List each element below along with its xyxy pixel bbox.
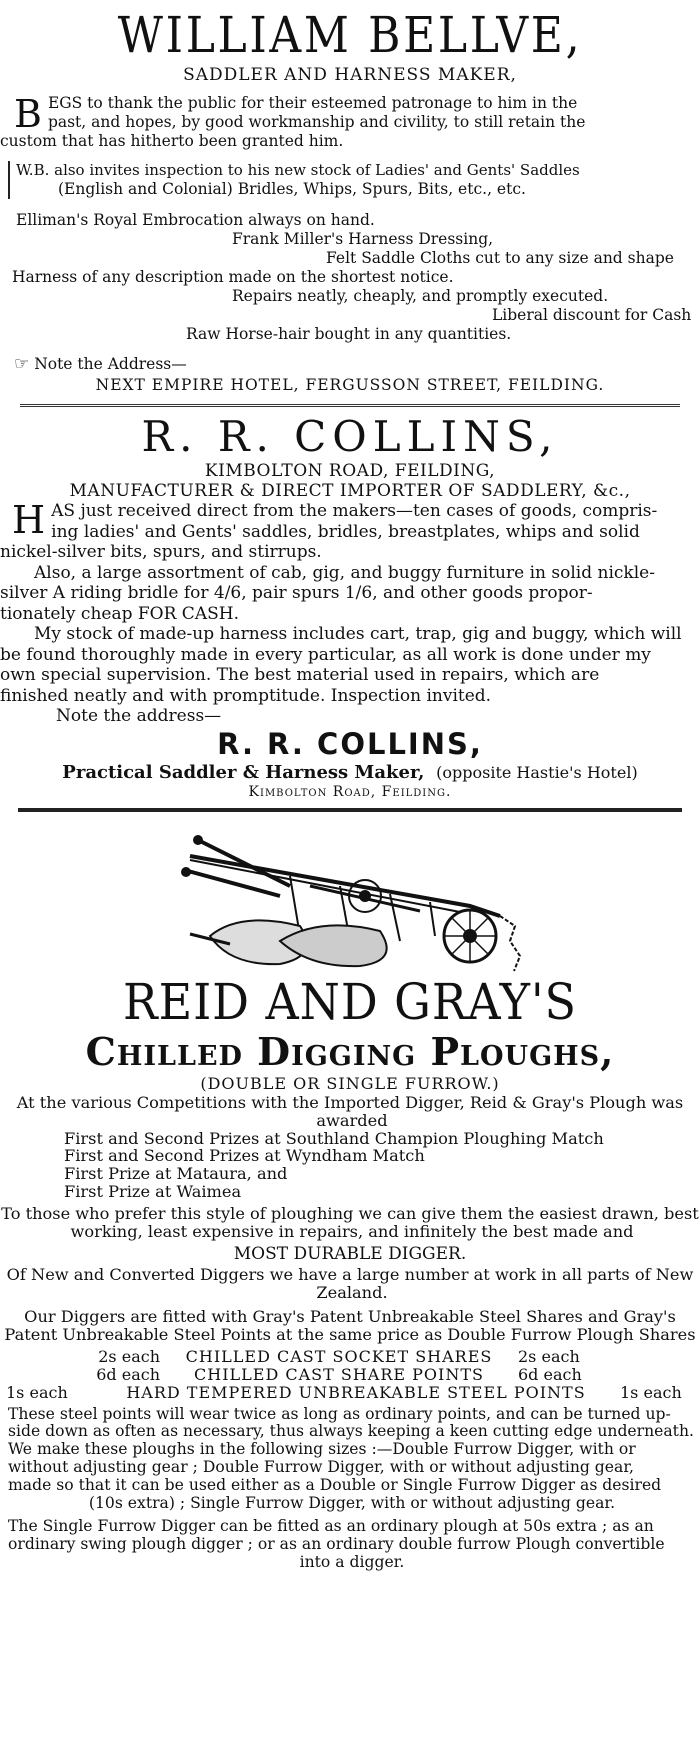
- bellve-address: NEXT EMPIRE HOTEL, FERGUSSON STREET, FEILDING.: [95, 376, 605, 394]
- reid-prefer-line1: To those who prefer this style of ploughing we can give them the easiest drawn, best: [1, 1203, 699, 1223]
- reid-durable: MOST DURABLE DIGGER.: [233, 1244, 467, 1265]
- reid-steel-line: side down as often as necessary, thus always keeping a keen cutting edge underneath.: [8, 1422, 694, 1441]
- bellve-item: Liberal discount for Cash: [492, 306, 692, 324]
- bellve-advertisement: [0, 6, 700, 396]
- reid-single-paragraph: [0, 1518, 700, 1571]
- collins-p2-line1: Also, a large assortment of cab, gig, and buggy furniture in solid nickle-: [34, 562, 655, 583]
- reid-prize-item: First and Second Prizes at Southland Champion Ploughing Match: [64, 1128, 604, 1148]
- reid-price-row: [0, 1348, 700, 1366]
- collins-p2-line3: tionately cheap FOR CASH.: [0, 603, 239, 624]
- collins-p1-line3: nickel-silver bits, spurs, and stirrups.: [0, 542, 322, 562]
- reid-new-line2: Zealand.: [316, 1283, 388, 1303]
- divider: [20, 404, 680, 407]
- bellve-stock: [8, 161, 700, 199]
- collins-role: MANUFACTURER & DIRECT IMPORTER OF SADDLERY, &c.,: [69, 481, 631, 501]
- price-item: CHILLED CAST SHARE POINTS: [194, 1364, 484, 1384]
- reid-single-line: into a digger.: [299, 1552, 405, 1571]
- reid-prize-item: First Prize at Mataura, and: [64, 1164, 288, 1184]
- reid-prize-item: First and Second Prizes at Wyndham Match: [64, 1146, 425, 1166]
- reid-fitted-line1: Our Diggers are fitted with Gray's Patent Unbreakable Steel Shares and Gray's: [24, 1306, 676, 1326]
- reid-name: REID AND GRAY'S: [123, 973, 577, 1031]
- collins-p3-line2: be found thoroughly made in every particular, as all work is done under my: [0, 644, 651, 665]
- bellve-item: Frank Miller's Harness Dressing,: [232, 230, 494, 248]
- collins-paragraph-3: [0, 624, 700, 706]
- collins-paragraph-1: [0, 498, 700, 563]
- reid-prefer-line2: working, least expensive in repairs, and infinitely the best made and: [70, 1221, 634, 1241]
- collins-p1-line1: AS just received direct from the makers—ten cases of goods, compris-: [51, 501, 658, 521]
- reid-steel-line: without adjusting gear ; Double Furrow Digger, with or without adjusting gear,: [8, 1457, 635, 1476]
- bellve-intro: [0, 94, 700, 151]
- price-item: CHILLED CAST SOCKET SHARES: [185, 1346, 493, 1366]
- collins-opposite: (opposite Hastie's Hotel): [436, 763, 638, 782]
- collins-practical: Practical Saddler & Harness Maker,: [62, 762, 425, 783]
- bellve-stock-line2: (English and Colonial) Bridles, Whips, Spurs, Bits, etc., etc.: [58, 180, 526, 198]
- price-left: 1s each: [6, 1382, 68, 1402]
- collins-dropcap: H: [12, 498, 46, 542]
- price-left: 6d each: [96, 1364, 160, 1384]
- bellve-intro-line1: EGS to thank the public for their esteemed patronage to him in the: [47, 94, 578, 112]
- reid-steel-line: made so that it can be used either as a Double or Single Furrow Digger as desired: [8, 1475, 662, 1494]
- price-right: 1s each: [620, 1382, 682, 1402]
- bellve-item: Felt Saddle Cloths cut to any size and shape: [326, 249, 674, 267]
- reid-steel-paragraph: [0, 1406, 700, 1513]
- bellve-stock-line1: W.B. also invites inspection to his new stock of Ladies' and Gents' Saddles: [16, 161, 580, 179]
- bellve-dropcap: B: [14, 92, 42, 136]
- reid-price-row: [0, 1384, 700, 1402]
- bellve-note: [0, 354, 700, 374]
- reid-new-line1: Of New and Converted Diggers we have a large number at work in all parts of New: [6, 1265, 694, 1285]
- collins-p2-line2: silver A riding bridle for 4/6, pair spurs 1/6, and other goods propor-: [0, 583, 593, 603]
- reid-competition-line2: awarded: [316, 1110, 388, 1130]
- reid-steel-line: (10s extra) ; Single Furrow Digger, with or without adjusting gear.: [88, 1493, 616, 1512]
- bellve-items: [0, 211, 700, 344]
- collins-p1-line2: ing ladies' and Gents' saddles, bridles, breastplates, whips and solid: [51, 521, 640, 542]
- reid-advertisement: [0, 816, 700, 1572]
- collins-road: KIMBOLTON ROAD, FEILDING,: [204, 461, 496, 481]
- reid-single-line: ordinary swing plough digger ; or as an ordinary double furrow Plough convertible: [8, 1535, 665, 1554]
- reid-steel-line: These steel points will wear twice as long as ordinary points, and can be turned up-: [8, 1404, 671, 1423]
- bellve-item: Harness of any description made on the shortest notice.: [12, 268, 454, 286]
- divider: [18, 808, 682, 812]
- bellve-note-text: Note the Address—: [34, 355, 187, 373]
- bellve-item: Raw Horse-hair bought in any quantities.: [186, 325, 512, 343]
- collins-road-2: Kimbolton Road, Feilding.: [248, 784, 452, 800]
- reid-price-list: [0, 1348, 700, 1402]
- price-left: 2s each: [98, 1346, 160, 1366]
- reid-steel-line: We make these ploughs in the following sizes :—Double Furrow Digger, with or: [8, 1440, 636, 1459]
- reid-prize-item: First Prize at Waimea: [64, 1181, 242, 1201]
- reid-single-line: The Single Furrow Digger can be fitted as an ordinary plough at 50s extra ; as an: [8, 1517, 654, 1536]
- collins-note: Note the address—: [56, 706, 222, 726]
- price-item: HARD TEMPERED UNBREAKABLE STEEL POINTS: [126, 1382, 586, 1402]
- reid-price-row: [0, 1366, 700, 1384]
- collins-name-2: R. R. COLLINS,: [217, 727, 483, 761]
- reid-competition-line1: At the various Competitions with the Imported Digger, Reid & Gray's Plough was: [16, 1093, 684, 1112]
- plough-illustration-svg: [170, 816, 530, 976]
- bellve-intro-line3: custom that has hitherto been granted him.: [0, 132, 344, 150]
- collins-paragraph-2: [0, 563, 700, 625]
- price-right: 6d each: [518, 1364, 582, 1384]
- bellve-intro-line2: past, and hopes, by good workmanship and civility, to still retain the: [47, 113, 586, 131]
- bellve-trade: SADDLER AND HARNESS MAKER,: [183, 65, 517, 85]
- price-right: 2s each: [518, 1346, 580, 1366]
- collins-advertisement: [0, 413, 700, 800]
- collins-name: R. R. COLLINS,: [141, 412, 559, 461]
- collins-p3-line4: finished neatly and with promptitude. Inspection invited.: [0, 685, 492, 706]
- collins-p3-line3: own special supervision. The best material used in repairs, which are: [0, 665, 600, 685]
- reid-prizes: [0, 1130, 700, 1201]
- plough-illustration: [170, 816, 530, 976]
- bellve-item: Elliman's Royal Embrocation always on hand.: [16, 211, 375, 229]
- reid-fitted-line2: Patent Unbreakable Steel Points at the same price as Double Furrow Plough Shares: [4, 1324, 696, 1344]
- collins-p3-line1: My stock of made-up harness includes cart, trap, gig and buggy, which will: [34, 624, 682, 644]
- collins-practical-line: [0, 762, 700, 784]
- pointing-hand-icon: ☞: [14, 354, 30, 374]
- reid-product: Chilled Digging Ploughs,: [85, 1029, 615, 1074]
- bellve-item: Repairs neatly, cheaply, and promptly executed.: [232, 287, 609, 305]
- reid-furrow: (DOUBLE OR SINGLE FURROW.): [200, 1074, 500, 1093]
- bellve-name: WILLIAM BELLVE,: [117, 6, 583, 64]
